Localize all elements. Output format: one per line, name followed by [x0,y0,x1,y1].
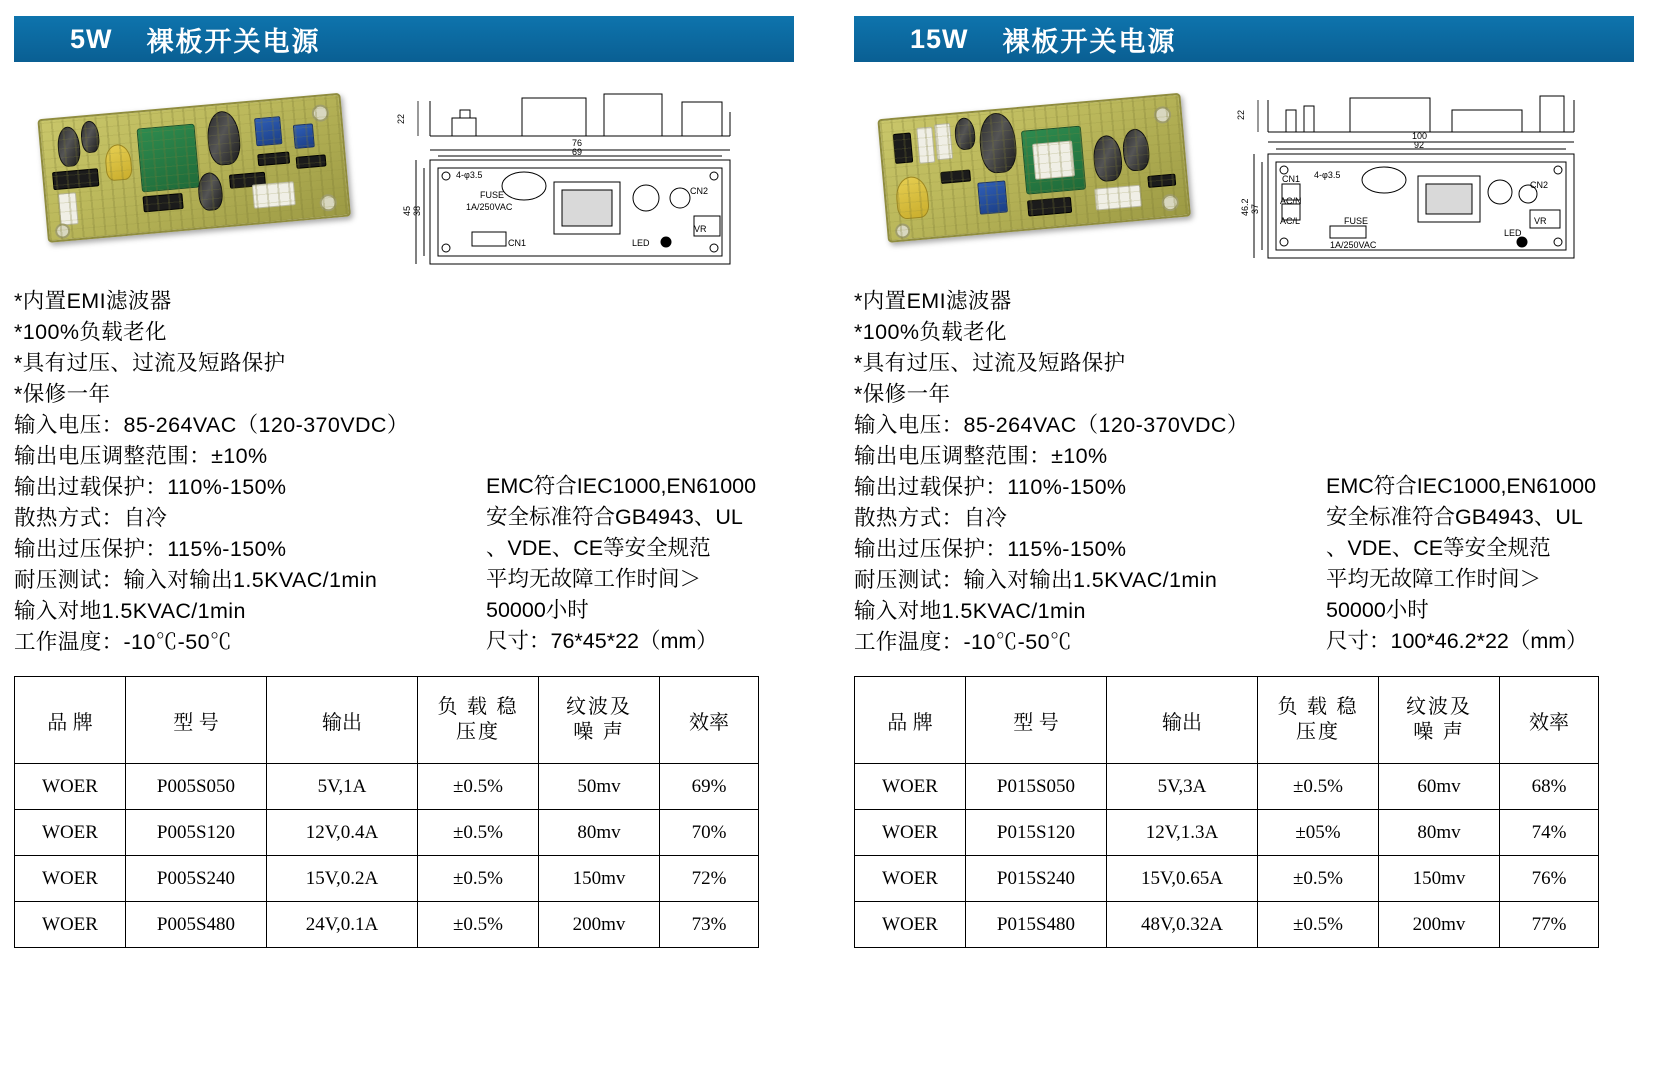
cell-ripple: 50mv [539,764,660,810]
panel-header-5w [14,16,794,62]
cell-model: P015S120 [966,810,1107,856]
feature-item: 输入电压：85-264VAC（120-370VDC） [854,413,1249,437]
cell-model: P015S240 [966,856,1107,902]
standard-item: 平均无故障工作时间＞ [1326,567,1542,591]
table-row [855,764,1599,810]
model-table-5w [14,676,759,948]
col-header-ripple-noise: 纹波及 噪 声 [1379,677,1500,764]
cell-output: 5V,1A [267,764,418,810]
cell-ripple: 150mv [539,856,660,902]
feature-item: 输入电压：85-264VAC（120-370VDC） [14,413,409,437]
dim-height: 22 [396,113,406,124]
cell-load: ±0.5% [418,810,539,856]
cell-efficiency: 73% [660,902,759,948]
dim-height: 22 [1236,109,1246,120]
fuse-label: FUSE [1344,216,1369,226]
table-row [855,902,1599,948]
col-header-ripple-noise: 纹波及 噪 声 [539,677,660,764]
feature-list-5w [14,286,484,658]
cell-load: ±0.5% [418,856,539,902]
cell-load: ±0.5% [418,902,539,948]
cell-efficiency: 72% [660,856,759,902]
cell-ripple: 80mv [1379,810,1500,856]
cell-brand: WOER [15,902,126,948]
product-photo-5w [14,72,374,272]
fuse-rating: 1A/250VAC [466,202,513,212]
feature-item: 散热方式：自冷 [14,506,168,530]
cell-load: ±0.5% [1258,856,1379,902]
product-images-5w [14,72,794,272]
table-row [15,902,759,948]
cell-model: P005S480 [126,902,267,948]
cell-load: ±05% [1258,810,1379,856]
standard-item: 50000小时 [1326,598,1429,622]
feature-item: 输入对地1.5KVAC/1min [854,599,1086,623]
cn1-sub2: AC/L [1280,216,1301,226]
feature-item: 输出电压调整范围：±10% [854,444,1108,468]
hole-note: 4-φ3.5 [456,170,483,180]
feature-item: 耐压测试：输入对输出1.5KVAC/1min [854,568,1218,592]
panel-watt-label: 5W [70,23,113,54]
panel-header-15w [854,16,1634,62]
dim-depth-outer: 45 [402,205,412,216]
feature-item: 输出电压调整范围：±10% [14,444,268,468]
cell-brand: WOER [855,902,966,948]
dim-width-outer: 76 [572,138,583,148]
standard-item: 、VDE、CE等安全规范 [1326,536,1551,560]
vr-label: VR [1534,216,1547,226]
cell-output: 12V,0.4A [267,810,418,856]
standards-list-5w [486,471,786,657]
cell-output: 48V,0.32A [1107,902,1258,948]
col-header-load-regulation: 负 载 稳 压度 [418,677,539,764]
vr-label: VR [694,224,707,234]
cell-ripple: 200mv [1379,902,1500,948]
feature-item: 工作温度：-10℃-50℃ [854,630,1072,654]
feature-item: 耐压测试：输入对输出1.5KVAC/1min [14,568,378,592]
drawing-svg [1214,76,1634,272]
cell-ripple: 60mv [1379,764,1500,810]
cell-model: P015S480 [966,902,1107,948]
cell-efficiency: 74% [1500,810,1599,856]
col-header-brand: 品 牌 [855,677,966,764]
col-header-model: 型 号 [126,677,267,764]
standard-item: 50000小时 [486,598,589,622]
cell-efficiency: 76% [1500,856,1599,902]
table-row [855,856,1599,902]
feature-item: 输入对地1.5KVAC/1min [14,599,246,623]
panel-title: 裸板开关电源 [1002,26,1177,57]
table-row [15,810,759,856]
panel-title: 裸板开关电源 [146,26,321,57]
col-header-efficiency: 效率 [660,677,759,764]
table-row [15,856,759,902]
product-panel-15w [854,16,1634,1061]
fuse-label: FUSE [480,190,505,200]
mechanical-drawing-5w [374,72,794,272]
led-label: LED [1504,228,1522,238]
cell-model: P005S120 [126,810,267,856]
standard-item: 平均无故障工作时间＞ [486,567,702,591]
specs-15w [854,286,1634,666]
dim-depth-inner: 38 [412,205,422,216]
col-header-brand: 品 牌 [15,677,126,764]
cell-output: 24V,0.1A [267,902,418,948]
cell-brand: WOER [15,764,126,810]
specs-5w [14,286,794,666]
col-header-model: 型 号 [966,677,1107,764]
dim-width-inner: 92 [1414,140,1425,150]
hole-note: 4-φ3.5 [1314,170,1341,180]
cell-model: P015S050 [966,764,1107,810]
cell-brand: WOER [15,810,126,856]
feature-item: *100%负载老化 [14,320,167,344]
feature-item: 输出过载保护：110%-150% [14,475,287,499]
dim-width-outer: 100 [1412,131,1428,141]
standard-item: 安全标准符合GB4943、UL [1326,505,1583,529]
feature-item: *100%负载老化 [854,320,1007,344]
cell-brand: WOER [855,856,966,902]
fuse-rating: 1A/250VAC [1330,240,1377,250]
cn1-label: CN1 [1282,174,1301,184]
cell-efficiency: 69% [660,764,759,810]
cell-ripple: 80mv [539,810,660,856]
standard-item: EMC符合IEC1000,EN61000 [1326,474,1597,498]
cell-efficiency: 68% [1500,764,1599,810]
cell-brand: WOER [855,810,966,856]
model-table-15w [854,676,1599,948]
cell-output: 15V,0.65A [1107,856,1258,902]
dim-width-inner: 69 [572,147,583,157]
feature-item: 散热方式：自冷 [854,506,1008,530]
panel-watt-label: 15W [910,23,969,54]
cell-load: ±0.5% [1258,764,1379,810]
pcb-photo [865,62,1199,269]
product-panel-5w [14,16,794,1061]
standards-list-15w [1326,471,1626,657]
feature-item: *内置EMI滤波器 [854,289,1012,313]
col-header-output: 输出 [1107,677,1258,764]
cn1-label: CN1 [508,238,527,248]
feature-item: 输出过压保护：115%-150% [14,537,287,561]
col-header-output: 输出 [267,677,418,764]
feature-item: 输出过载保护：110%-150% [854,475,1127,499]
cn1-sub1: AC/N [1280,196,1302,206]
table-row [15,764,759,810]
cell-load: ±0.5% [418,764,539,810]
feature-item: 工作温度：-10℃-50℃ [14,630,232,654]
feature-item: *内置EMI滤波器 [14,289,172,313]
pcb-photo [25,62,359,269]
cell-efficiency: 77% [1500,902,1599,948]
cn2-label: CN2 [1530,180,1549,190]
standard-item: EMC符合IEC1000,EN61000 [486,474,757,498]
cell-output: 5V,3A [1107,764,1258,810]
cell-brand: WOER [15,856,126,902]
cell-output: 15V,0.2A [267,856,418,902]
drawing-svg [374,76,794,272]
feature-item: *保修一年 [854,382,951,406]
standard-item: 、VDE、CE等安全规范 [486,536,711,560]
feature-list-15w [854,286,1324,658]
cell-output: 12V,1.3A [1107,810,1258,856]
dim-depth-outer: 46.2 [1240,198,1250,216]
table-row [855,810,1599,856]
cell-model: P005S240 [126,856,267,902]
mechanical-drawing-15w [1214,72,1634,272]
feature-item: 输出过压保护：115%-150% [854,537,1127,561]
standard-item: 尺寸：100*46.2*22（mm） [1326,629,1588,653]
product-photo-15w [854,72,1214,272]
standard-item: 安全标准符合GB4943、UL [486,505,743,529]
cell-brand: WOER [855,764,966,810]
feature-item: *具有过压、过流及短路保护 [854,351,1126,375]
col-header-load-regulation: 负 载 稳 压度 [1258,677,1379,764]
cell-model: P005S050 [126,764,267,810]
led-label: LED [632,238,650,248]
cell-efficiency: 70% [660,810,759,856]
table-header-row [855,677,1599,764]
feature-item: *具有过压、过流及短路保护 [14,351,286,375]
table-header-row [15,677,759,764]
cn2-label: CN2 [690,186,709,196]
cell-ripple: 150mv [1379,856,1500,902]
col-header-efficiency: 效率 [1500,677,1599,764]
feature-item: *保修一年 [14,382,111,406]
standard-item: 尺寸：76*45*22（mm） [486,629,718,653]
cell-ripple: 200mv [539,902,660,948]
cell-load: ±0.5% [1258,902,1379,948]
product-images-15w [854,72,1634,272]
dim-depth-inner: 37 [1250,203,1260,214]
